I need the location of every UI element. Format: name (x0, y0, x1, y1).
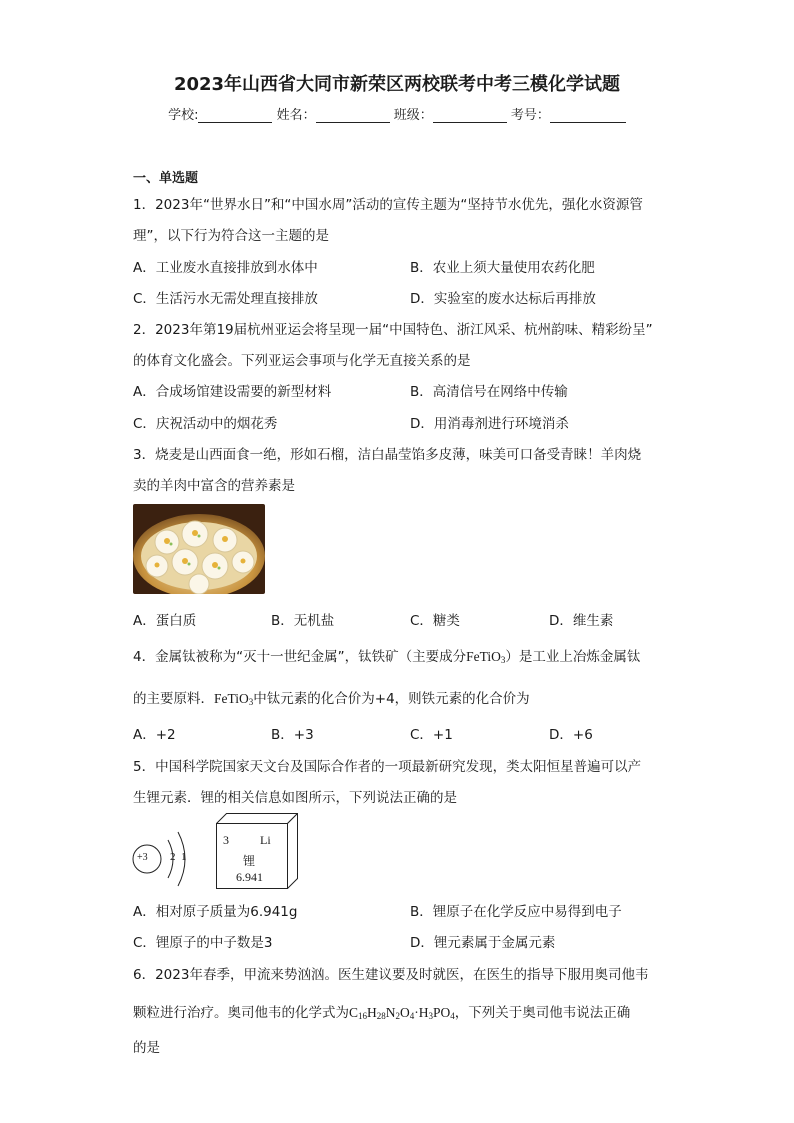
q3-option-c[interactable]: C．糖类 (410, 613, 460, 629)
page-title: 2023年山西省大同市新荣区两校联考中考三模化学试题 (173, 74, 621, 95)
q4-formula (466, 649, 505, 664)
q4-formula-sub: 3 (500, 655, 506, 665)
q5-option-a[interactable]: A．相对原子质量为6.941g (133, 904, 298, 920)
q2-option-d[interactable]: D．用消毒剂进行环境消杀 (410, 416, 569, 432)
formula-n-count: 2 (395, 1011, 401, 1021)
question-4-line-2 (133, 687, 530, 707)
question-1-line-1: 1．2023年“世界水日”和“中国水周”活动的宣传主题为“坚持节水优先，强化水资源管 (133, 197, 643, 213)
exam-number-blank[interactable] (550, 108, 626, 123)
shell-1-electrons: 2 (170, 851, 176, 863)
question-2-line-2: 的体育文化盛会。下列亚运会事项与化学无直接关系的是 (133, 353, 471, 369)
q4-formula-inline-main: FeTiO (214, 691, 249, 706)
q6-text-part-2: ，下列关于奥司他韦说法正确 (454, 1005, 631, 1021)
q4-option-c[interactable]: C．+1 (410, 727, 453, 743)
periodic-table-cell (216, 813, 298, 889)
lithium-atom-structure-diagram (130, 826, 202, 892)
question-3-line-2: 卖的羊肉中富含的营养素是 (133, 478, 295, 494)
q1-option-a[interactable]: A．工业废水直接排放到水体中 (133, 260, 318, 276)
atomic-mass: 6.941 (236, 870, 263, 884)
question-2-line-1: 2．2023年第19届杭州亚运会将呈现一届“中国特色、浙江风采、杭州韵味、精彩纷呈” (133, 322, 653, 338)
formula-po: PO (433, 1005, 451, 1020)
section-heading: 一、单选题 (133, 171, 199, 186)
formula-o-count: 4 (409, 1011, 415, 1021)
q4-option-b[interactable]: B．+3 (271, 727, 314, 743)
q4-text-part-1: 4．金属钛被称为“灭十一世纪金属”，钛铁矿（主要成分 (133, 649, 467, 665)
class-blank[interactable] (433, 108, 507, 123)
question-6-line-1: 6．2023年春季，甲流来势汹汹。医生建议要及时就医，在医生的指导下服用奥司他韦 (133, 967, 649, 983)
q3-option-b[interactable]: B．无机盐 (271, 613, 335, 629)
student-info-line (0, 104, 794, 123)
q4-formula-inline-sub: 3 (248, 697, 254, 707)
q3-option-a[interactable]: A．蛋白质 (133, 613, 197, 629)
q5-option-c[interactable]: C．锂原子的中子数是3 (133, 935, 273, 951)
q6-text-part-1: 颗粒进行治疗。奥司他韦的化学式为 (133, 1005, 349, 1021)
question-4-line-1 (133, 645, 640, 665)
formula-h-count: 28 (376, 1011, 386, 1021)
q5-option-d[interactable]: D．锂元素属于金属元素 (410, 935, 556, 951)
formula-po-count: 4 (450, 1011, 455, 1021)
shell-2-electrons: 1 (181, 851, 187, 863)
q4-text-part-3: 的主要原料． (133, 691, 214, 707)
school-label: 学校: (168, 108, 199, 123)
question-5-line-2: 生锂元素．锂的相关信息如图所示，下列说法正确的是 (133, 790, 457, 806)
q2-option-a[interactable]: A．合成场馆建设需要的新型材料 (133, 384, 332, 400)
formula-c-count: 16 (358, 1011, 368, 1021)
q4-option-d[interactable]: D．+6 (549, 727, 593, 743)
formula-h2: H (418, 1005, 429, 1020)
q5-option-b[interactable]: B．锂原子在化学反应中易得到电子 (410, 904, 622, 920)
school-blank[interactable] (198, 108, 272, 123)
q4-option-a[interactable]: A．+2 (133, 727, 176, 743)
formula-c: C (349, 1005, 359, 1020)
oseltamivir-formula (349, 1005, 455, 1020)
q1-option-d[interactable]: D．实验室的废水达标后再排放 (410, 291, 596, 307)
question-1-line-2: 理”，以下行为符合这一主题的是 (133, 228, 329, 244)
q2-option-b[interactable]: B．高清信号在网络中传输 (410, 384, 568, 400)
formula-dot: · (414, 1005, 419, 1020)
question-3-line-1: 3．烧麦是山西面食一绝，形如石榴，洁白晶莹馅多皮薄，味美可口备受青睐！羊肉烧 (133, 447, 642, 463)
q1-option-b[interactable]: B．农业上须大量使用农药化肥 (410, 260, 595, 276)
q1-option-c[interactable]: C．生活污水无需处理直接排放 (133, 291, 318, 307)
exam-number-label: 考号： (510, 108, 550, 123)
formula-o: O (400, 1005, 410, 1020)
q4-formula-main: FeTiO (466, 649, 501, 664)
name-label: 姓名： (276, 108, 316, 123)
nucleus-charge: +3 (137, 852, 148, 863)
q4-formula-inline (214, 691, 253, 706)
name-blank[interactable] (316, 108, 390, 123)
element-symbol: Li (260, 833, 271, 847)
atomic-number: 3 (223, 833, 229, 847)
question-5-line-1: 5．中国科学院国家天文台及国际合作者的一项最新研究发现，类太阳恒星普遍可以产 (133, 759, 642, 775)
question-6-line-3: 的是 (133, 1040, 160, 1056)
q4-text-part-2: ）是工业上冶炼金属钛 (505, 649, 641, 665)
class-label: 班级： (393, 108, 433, 123)
q4-text-part-4: 中钛元素的化合价为+4，则铁元素的化合价为 (253, 691, 530, 707)
question-6-line-2 (133, 1001, 630, 1021)
formula-h: H (367, 1005, 377, 1020)
formula-h2-count: 3 (428, 1011, 434, 1021)
shaomai-photo (133, 504, 265, 594)
formula-n: N (385, 1005, 396, 1020)
q3-option-d[interactable]: D．维生素 (549, 613, 614, 629)
q2-option-c[interactable]: C．庆祝活动中的烟花秀 (133, 416, 278, 432)
element-name: 锂 (243, 854, 256, 868)
